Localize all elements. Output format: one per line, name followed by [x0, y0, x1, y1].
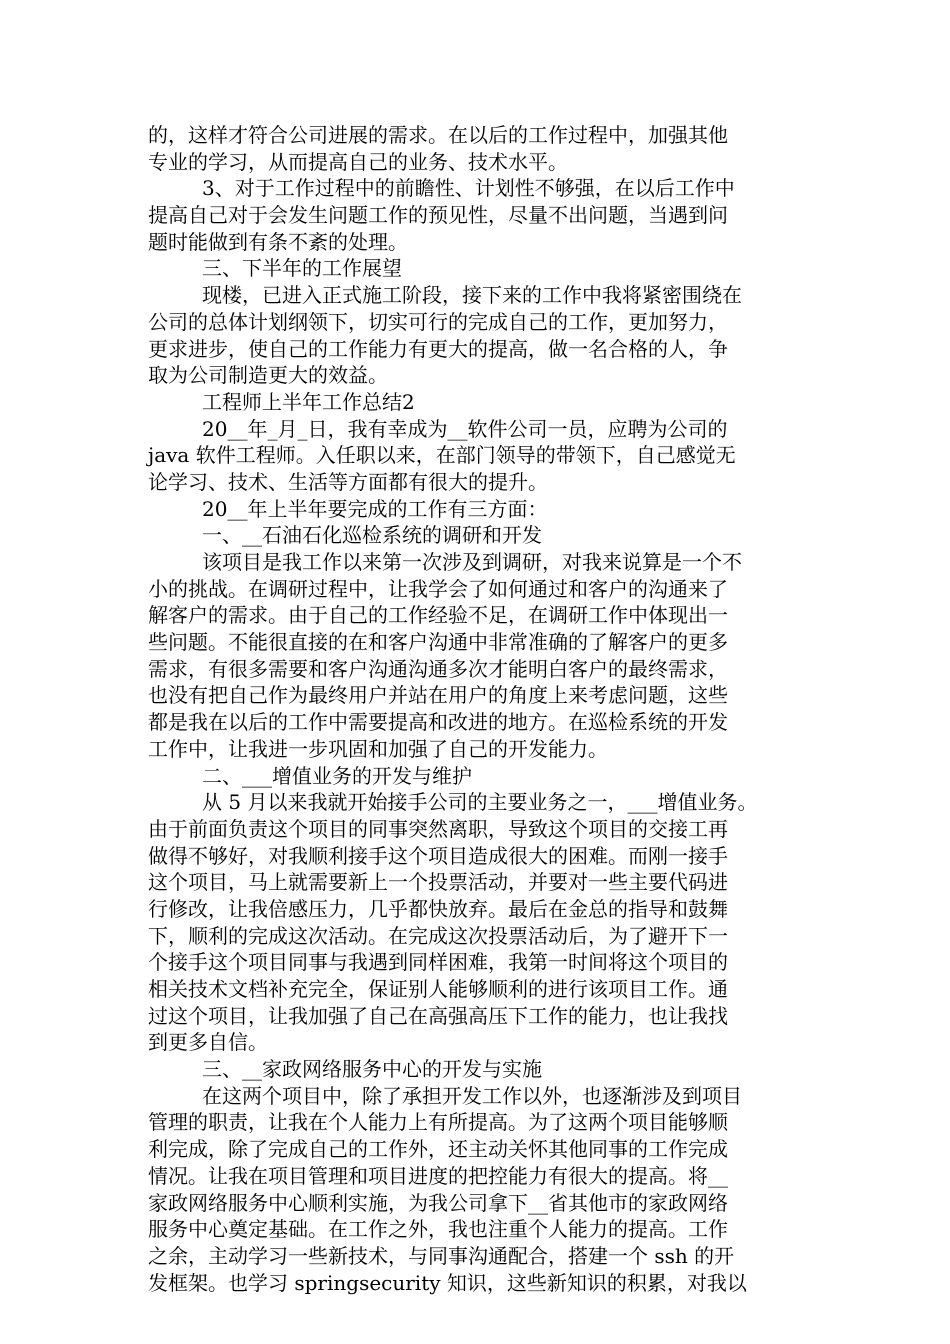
text-line: 这个项目，马上就需要新上一个投票活动，并要对一些主要代码进: [148, 870, 728, 895]
text-line: 家政网络服务中心顺利实施，为我公司拿下__省其他市的家政网络: [148, 1190, 728, 1215]
text-line: 些问题。不能很直接的在和客户沟通中非常准确的了解客户的更多: [148, 630, 728, 655]
text-line: 取为公司制造更大的效益。: [148, 363, 388, 388]
text-line: 之余，主动学习一些新技术，与同事沟通配合，搭建一个 ssh 的开: [148, 1243, 735, 1268]
text-line: 由于前面负责这个项目的同事突然离职，导致这个项目的交接工再: [148, 816, 728, 841]
text-line: 专业的学习，从而提高自己的业务、技术水平。: [148, 149, 568, 174]
text-line: 现楼，已进入正式施工阶段，接下来的工作中我将紧密围绕在: [202, 283, 742, 308]
text-line: 一、__石油石化巡检系统的调研和开发: [202, 523, 542, 548]
text-line: 服务中心奠定基础。在工作之外，我也注重个人能力的提高。工作: [148, 1217, 728, 1242]
text-line: 小的挑战。在调研过程中，让我学会了如何通过和客户的沟通来了: [148, 576, 728, 601]
text-line: 在这两个项目中，除了承担开发工作以外，也逐渐涉及到项目: [202, 1083, 742, 1108]
text-line: 相关技术文档补充完全，保证别人能够顺利的进行该项目工作。通: [148, 977, 728, 1001]
text-line: 利完成，除了完成自己的工作外，还主动关怀其他同事的工作完成: [148, 1137, 728, 1162]
document-body: [148, 122, 808, 1296]
text-line: 20__年_月_日，我有幸成为__软件公司一员，应聘为公司的: [202, 416, 728, 441]
text-line: 都是我在以后的工作中需要提高和改进的地方。在巡检系统的开发: [148, 710, 728, 735]
text-line: 到更多自信。: [148, 1030, 268, 1055]
text-line: 三、__家政网络服务中心的开发与实施: [202, 1057, 542, 1082]
text-line: 工作中，让我进一步巩固和加强了自己的开发能力。: [148, 736, 608, 761]
text-line: 论学习、技术、生活等方面都有很大的提升。: [148, 469, 548, 494]
text-line: 该项目是我工作以来第一次涉及到调研，对我来说算是一个不: [202, 550, 742, 574]
text-line: 发框架。也学习 springsecurity 知识，这些新知识的积累，对我以: [148, 1270, 747, 1295]
text-line: 需求，有很多需要和客户沟通沟通多次才能明白客户的最终需求，: [148, 656, 728, 681]
text-line: 题时能做到有条不紊的处理。: [148, 229, 408, 254]
text-line: 过这个项目，让我加强了自己在高强高压下工作的能力，也让我找: [148, 1003, 728, 1028]
text-line: 20__年上半年要完成的工作有三方面：: [202, 496, 548, 521]
text-line: 下，顺利的完成这次活动。在完成这次投票活动后，为了避开下一: [148, 923, 728, 948]
text-line: 做得不够好，对我顺利接手这个项目造成很大的困难。而刚一接手: [148, 843, 728, 868]
text-line: 从 5 月以来我就开始接手公司的主要业务之一，___增值业务。: [202, 790, 758, 815]
text-line: 更求进步，使自己的工作能力有更大的提高，做一名合格的人，争: [148, 336, 728, 361]
text-line: 提高自己对于会发生问题工作的预见性，尽量不出问题，当遇到问: [148, 203, 728, 228]
text-line: 也没有把自己作为最终用户并站在用户的角度上来考虑问题，这些: [148, 683, 728, 708]
text-line: 解客户的需求。由于自己的工作经验不足，在调研工作中体现出一: [148, 603, 728, 628]
text-line: 二、___增值业务的开发与维护: [202, 763, 472, 788]
text-line: 工程师上半年工作总结2: [202, 389, 415, 414]
text-line: 行修改，让我倍感压力，几乎都快放弃。最后在金总的指导和鼓舞: [148, 896, 728, 921]
text-line: java 软件工程师。入任职以来，在部门领导的带领下，自己感觉无: [148, 443, 736, 468]
text-line: 个接手这个项目同事与我遇到同样困难，我第一时间将这个项目的: [148, 950, 728, 975]
text-line: 公司的总体计划纲领下，切实可行的完成自己的工作，更加努力，: [148, 309, 728, 334]
text-line: 情况。让我在项目管理和项目进度的把控能力有很大的提高。将__: [148, 1163, 728, 1188]
text-line: 三、下半年的工作展望: [202, 256, 402, 281]
text-line: 的，这样才符合公司进展的需求。在以后的工作过程中，加强其他: [148, 123, 728, 147]
text-line: 3、对于工作过程中的前瞻性、计划性不够强，在以后工作中: [202, 176, 735, 201]
text-line: 管理的职责，让我在个人能力上有所提高。为了这两个项目能够顺: [148, 1110, 728, 1135]
